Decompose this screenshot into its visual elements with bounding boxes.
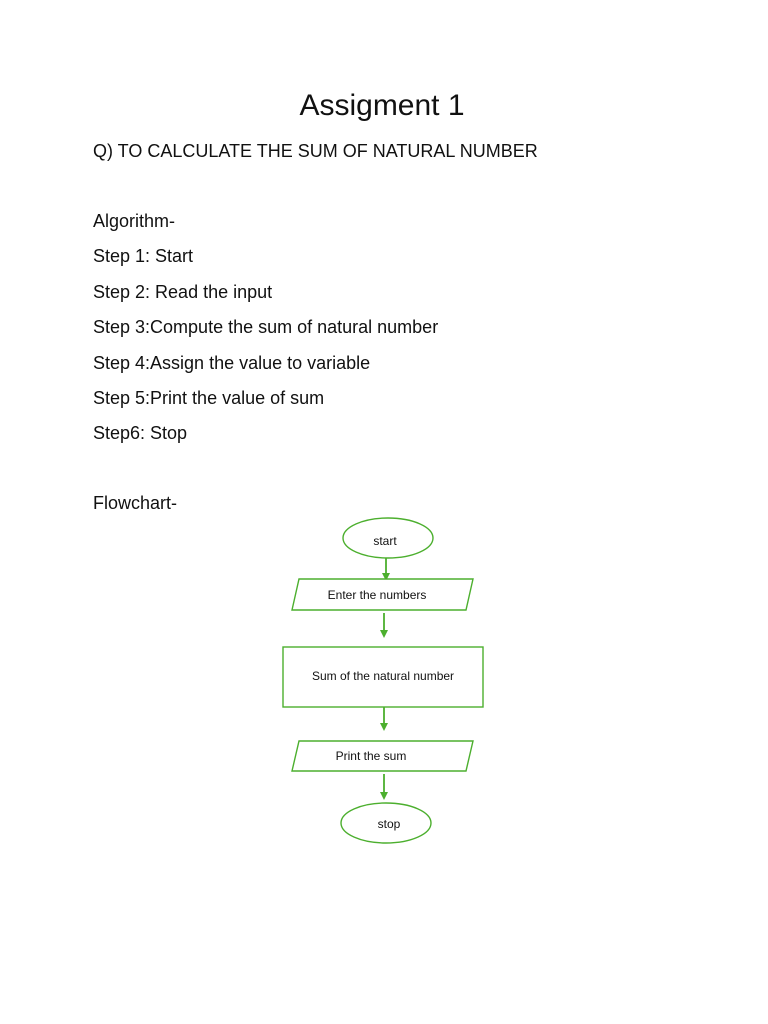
flowchart-arrowhead-4 [380, 792, 388, 800]
algorithm-step-4: Step 4:Assign the value to variable [93, 353, 371, 373]
question-text: Q) TO CALCULATE THE SUM OF NATURAL NUMBER [93, 141, 538, 161]
algorithm-step-1: Step 1: Start [93, 246, 194, 266]
algorithm-step-2: Step 2: Read the input [93, 282, 273, 302]
flowchart-arrowhead-2 [380, 630, 388, 638]
document-title: Assigment 1 [299, 89, 465, 122]
flowchart-heading: Flowchart- [93, 493, 178, 513]
algorithm-step-6: Step6: Stop [93, 423, 188, 443]
algorithm-heading: Algorithm- [93, 211, 176, 231]
flowchart-output-label: Print the sum [335, 749, 407, 763]
algorithm-step-3: Step 3:Compute the sum of natural number [93, 317, 439, 337]
flowchart-stop-label: stop [377, 817, 401, 831]
flowchart-process-label: Sum of the natural number [311, 669, 455, 683]
flowchart-input-label: Enter the numbers [327, 588, 427, 602]
flowchart-arrowhead-3 [380, 723, 388, 731]
algorithm-step-5: Step 5:Print the value of sum [93, 388, 325, 408]
flowchart-start-label: start [373, 534, 397, 548]
